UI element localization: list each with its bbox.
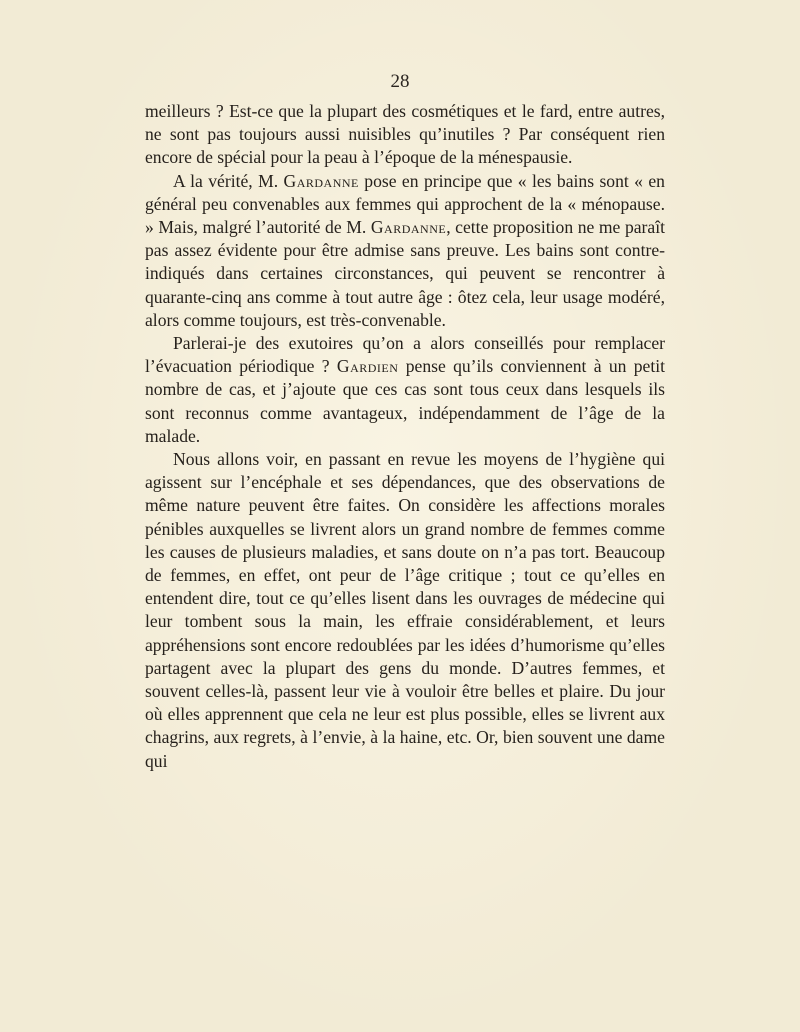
body-text [145, 100, 665, 773]
text-segment: meilleurs ? Est-ce que la plupart des cosmétiques et le fard, entre autres, ne sont pas toujours aussi nuisibles qu’inutiles ? Par conséquent rien encore de spécial pour la peau à l’époque de la ménespausie. [145, 101, 665, 168]
paragraph [145, 100, 665, 170]
text-segment: , cette proposition ne me paraît pas assez évidente pour être admise sans preuve. Les bains sont contre-indiqués dans certaines circonstances, qui peuvent se rencontrer à quarante-cinq ans comme à tout autre âge : ôtez cela, leur usage modéré, alors comme toujours, est très-convenable. [145, 217, 665, 330]
text-segment: pense qu’ils conviennent à un petit nombre de cas, et j’ajoute que ces cas sont tous ceux dans lesquels ils sont reconnus comme avantageux, indépendamment de l’âge de la malade. [145, 356, 665, 446]
author-name: Gardanne [370, 217, 447, 238]
author-name: Gardanne [283, 170, 359, 191]
paragraph [145, 448, 665, 773]
text-segment: Parlerai-je des exutoires qu’on a alors conseillés pour remplacer l’évacuation périodique ? [145, 333, 665, 377]
paragraph [145, 332, 665, 448]
author-name: Gardien [336, 356, 399, 377]
page-number: 28 [390, 71, 410, 92]
paragraph [145, 170, 665, 332]
text-segment: Nous allons voir, en passant en revue les moyens de l’hygiène qui agissent sur l’encéphale et ses dépendances, que des observations de même nature peuvent être faites. On considère les affections morales pénibles auxquelles se livrent alors un grand nombre de femmes comme les causes de plusieurs maladies, et sans doute on n’a pas tort. Beaucoup de femmes, en effet, ont peur de l’âge critique ; tout ce qu’elles en entendent dire, tout ce qu’elles lisent dans les ouvrages de médecine qui leur tombent sous la main, les effraie considérablement, et leurs appréhensions sont encore redoublées par les idées d’humorisme qu’elles partagent avec la plupart des gens du monde. D’autres femmes, et souvent celles-là, passent leur vie à vouloir être belles et plaire. Du jour où elles apprennent que cela ne leur est plus possible, elles se livrent aux chagrins, aux regrets, à l’envie, à la haine, etc. Or, bien souvent une dame qui [145, 449, 665, 771]
text-segment: pose en principe que « les bains sont « en général peu convenables aux femmes qui approchent de la « ménopause. » Mais, malgré l’autorité de M. [145, 170, 665, 238]
text-segment: A la vérité, M. [173, 170, 284, 191]
